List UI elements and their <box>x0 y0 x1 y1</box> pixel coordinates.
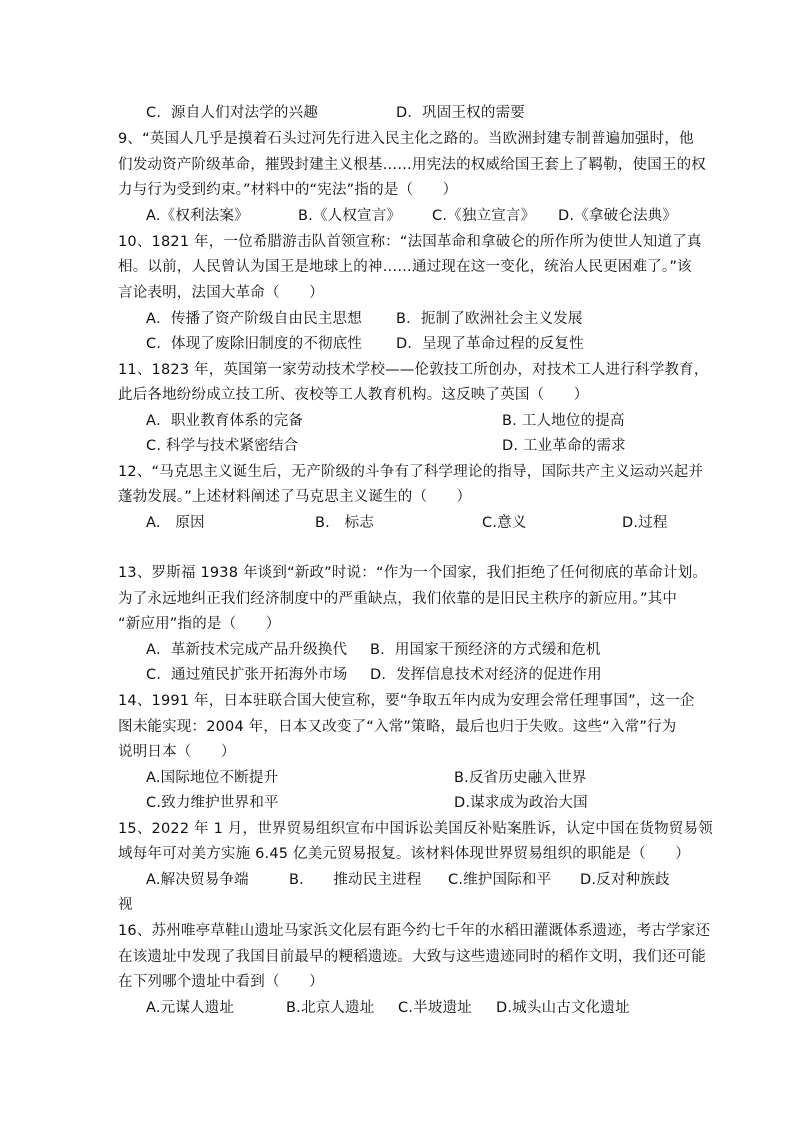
q9-stem-line-3: 力与行为受到约束。”材料中的“宪法”指的是（ ） <box>118 182 458 198</box>
q10-option-d: D．呈现了革命过程的反复性 <box>396 336 584 352</box>
q8-option-d: D．巩固王权的需要 <box>396 105 525 121</box>
q14-option-c: C.致力维护世界和平 <box>146 795 279 811</box>
q16-stem-line-3: 在下列哪个遗址中看到（ ） <box>118 974 324 990</box>
q11-stem-line-1: 11、1823 年，英国第一家劳动技术学校——伦敦技工所创办，对技术工人进行科学教育， <box>118 362 709 378</box>
q10-option-b: B．扼制了欧洲社会主义发展 <box>396 311 583 327</box>
q12-stem-line-2: 蓬勃发展。”上述材料阐述了马克思主义诞生的（ ） <box>118 489 472 505</box>
q13-option-b: B．用国家干预经济的方式缓和危机 <box>370 642 601 658</box>
q9-option-d: D.《拿破仑法典》 <box>558 208 678 224</box>
q11-option-a: A．职业教育体系的完备 <box>146 413 304 429</box>
q16-stem-line-1: 16、苏州唯亭草鞋山遗址马家浜文化层有距今约七千年的水稻田灌溉体系遗迹，考古学家还 <box>118 923 711 939</box>
q11-option-c: C. 科学与技术紧密结合 <box>146 438 299 454</box>
q14-stem-line-1: 14、1991 年，日本驻联合国大使宣称，要“争取五年内成为安理会常任理事国”，这一企 <box>118 693 695 709</box>
q12-option-a: A. 原因 <box>146 515 205 531</box>
q14-stem-line-3: 说明日本（ ） <box>118 744 236 760</box>
q9-stem-line-1: 9、“英国人几乎是摸着石头过河先行进入民主化之路的。当欧洲封建专制普遍加强时，他 <box>118 131 694 147</box>
q14-option-b: B.反省历史融入世界 <box>454 770 587 786</box>
q16-option-c: C.半坡遗址 <box>398 1000 472 1016</box>
q16-option-b: B.北京人遗址 <box>286 1000 375 1016</box>
q11-stem-line-2: 此后各地纷纷成立技工所、夜校等工人教育机构。这反映了英国（ ） <box>118 387 589 403</box>
q12-stem-line-1: 12、“马克思主义诞生后，无产阶级的斗争有了科学理论的指导，国际共产主义运动兴起并 <box>118 464 704 480</box>
q9-option-c: C.《独立宣言》 <box>432 208 536 224</box>
q14-option-a: A.国际地位不断提升 <box>146 770 279 786</box>
q13-option-d: D．发挥信息技术对经济的促进作用 <box>370 667 602 683</box>
q16-stem-line-2: 在该遗址中发现了我国目前最早的粳稻遗迹。大致与这些遗迹同时的稻作文明，我们还可能 <box>118 949 706 965</box>
q13-stem-line-1: 13、罗斯福 1938 年谈到“新政”时说：“作为一个国家，我们拒绝了任何彻底的革命计划。 <box>118 565 708 581</box>
q13-stem-line-3: “新应用”指的是（ ） <box>118 616 281 632</box>
q12-option-c: C.意义 <box>482 515 527 531</box>
q15-stem-line-2: 域每年可对美方实施 6.45 亿美元贸易报复。该材料体现世界贸易组织的职能是（ ） <box>118 846 690 862</box>
q14-stem-line-2: 图未能实现：2004 年，日本又改变了“入常”策略，最后也归于失败。这些“入常”行为 <box>118 719 677 735</box>
q13-option-c: C．通过殖民扩张开拓海外市场 <box>146 667 348 683</box>
q16-option-d: D.城头山古文化遗址 <box>496 1000 630 1016</box>
q15-option-d-wrap: 视 <box>118 897 133 913</box>
q13-stem-line-2: 为了永远地纠正我们经济制度中的严重缺点，我们依靠的是旧民主秩序的新应用。”其中 <box>118 591 678 607</box>
q10-option-a: A．传播了资产阶级自由民主思想 <box>146 311 362 327</box>
q10-option-c: C．体现了废除旧制度的不彻底性 <box>146 336 363 352</box>
q8-option-c: C．源自人们对法学的兴趣 <box>146 105 319 121</box>
q16-option-a: A.元谋人遗址 <box>146 1000 235 1016</box>
q12-option-b: B. 标志 <box>315 515 375 531</box>
q10-stem-line-2: 相。以前，人民曾认为国王是地球上的神……通过现在这一变化，统治人民更困难了。”该 <box>118 259 692 275</box>
q15-option-c: C.维护国际和平 <box>448 872 552 888</box>
q9-option-a: A.《权利法案》 <box>146 208 249 224</box>
q14-option-d: D.谋求成为政治大国 <box>454 795 588 811</box>
q15-stem-line-1: 15、2022 年 1 月，世界贸易组织宣布中国诉讼美国反补贴案胜诉，认定中国在货物贸易领 <box>118 821 713 837</box>
q11-option-b: B. 工人地位的提高 <box>502 413 625 429</box>
q12-option-d: D.过程 <box>622 515 668 531</box>
q15-option-b: B. 推动民主进程 <box>289 872 422 888</box>
q15-option-a: A.解决贸易争端 <box>146 872 249 888</box>
q13-option-a: A．革新技术完成产品升级换代 <box>146 642 348 658</box>
q10-stem-line-1: 10、1821 年，一位希腊游击队首领宣称：“法国革命和拿破仑的所作所为使世人知道了真 <box>118 234 702 250</box>
q10-stem-line-3: 言论表明，法国大革命（ ） <box>118 285 324 301</box>
q9-option-b: B.《人权宣言》 <box>298 208 402 224</box>
q11-option-d: D. 工业革命的需求 <box>502 438 626 454</box>
q9-stem-line-2: 们发动资产阶级革命，摧毁封建主义根基……用宪法的权威给国王套上了羁勒，使国王的权 <box>118 157 706 173</box>
q15-option-d: D.反对种族歧 <box>580 872 670 888</box>
